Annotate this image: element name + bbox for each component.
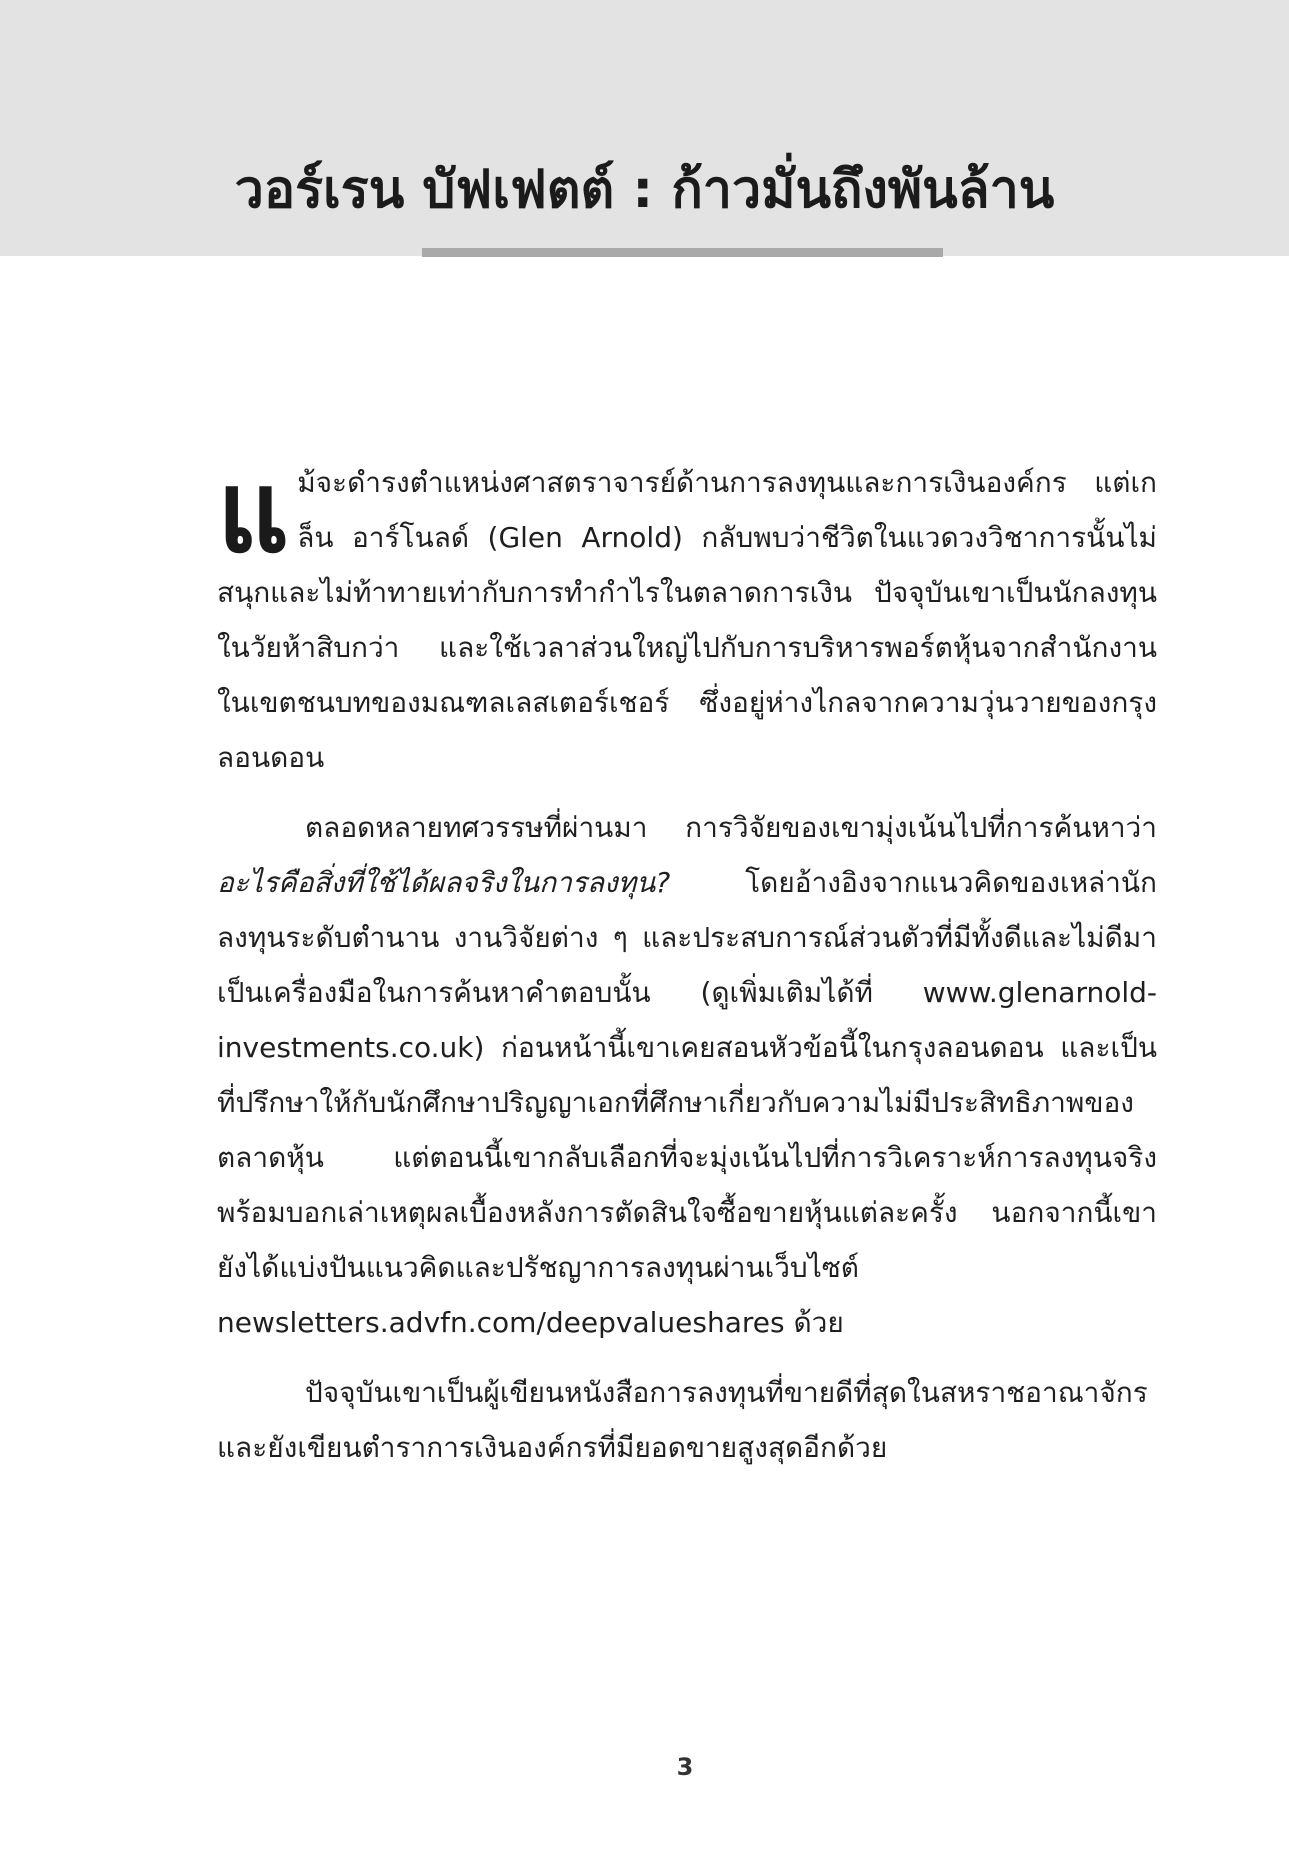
title-underline	[422, 248, 943, 257]
page-number: 3	[676, 1753, 694, 1781]
page-title: วอร์เรน บัฟเฟตต์ : ก้าวมั่นถึงพันล้าน	[234, 160, 1055, 220]
drop-cap: แ	[217, 448, 290, 578]
paragraph-2	[217, 800, 1157, 1350]
paragraph-1-text: ม้จะดำรงตำแหน่งศาสตราจารย์ด้านการลงทุนและการเงินองค์กร แต่เกล็น อาร์โนลด์ (Glen Arnold) กลับพบว่าชีวิตในแวดวงวิชาการนั้นไม่สนุกและไม่ท้าทายเท่ากับการทำกำไรในตลาดการเงิน ปัจจุบันเขาเป็นนักลงทุนในวัยห้าสิบกว่า และใช้เวลาส่วนใหญ่ไปกับการบริหารพอร์ตหุ้นจากสำนักงานในเขตชนบทของมณฑลเลสเตอร์เชอร์ ซึ่งอยู่ห่างไกลจากความวุ่นวายของกรุงลอนดอน	[217, 466, 1157, 774]
paragraph-2-rest: โดยอ้างอิงจากแนวคิดของเหล่านักลงทุนระดับตำนาน งานวิจัยต่าง ๆ และประสบการณ์ส่วนตัวที่มีทั้งดีและไม่ดีมาเป็นเครื่องมือในการค้นหาคำตอบนั้น (ดูเพิ่มเติมได้ที่ www.glenarnold-investments.co.uk) ก่อนหน้านี้เขาเคยสอนหัวข้อนี้ในกรุงลอนดอน และเป็นที่ปรึกษาให้กับนักศึกษาปริญญาเอกที่ศึกษาเกี่ยวกับความไม่มีประสิทธิภาพของตลาดหุ้น แต่ตอนนี้เขากลับเลือกที่จะมุ่งเน้นไปที่การวิเคราะห์การลงทุนจริง พร้อมบอกเล่าเหตุผลเบื้องหลังการตัดสินใจซื้อขายหุ้นแต่ละครั้ง นอกจากนี้เขายังได้แบ่งปันแนวคิดและปรัชญาการลงทุนผ่านเว็บไซต์ newsletters.advfn.com/deepvalueshares ด้วย	[217, 866, 1157, 1339]
body-text	[217, 448, 1157, 1475]
paragraph-2-lead: ตลอดหลายทศวรรษที่ผ่านมา การวิจัยของเขามุ่งเน้นไปที่การค้นหาว่า	[305, 811, 1157, 844]
paragraph-1	[217, 448, 1157, 785]
paragraph-3	[217, 1365, 1157, 1475]
paragraph-2-italic-question: อะไรคือสิ่งที่ใช้ได้ผลจริงในการลงทุน?	[217, 866, 671, 899]
paragraph-3-text: ปัจจุบันเขาเป็นผู้เขียนหนังสือการลงทุนที่ขายดีที่สุดในสหราชอาณาจักร และยังเขียนตำราการเงินองค์กรที่มียอดขายสูงสุดอีกด้วย	[217, 1376, 1148, 1464]
